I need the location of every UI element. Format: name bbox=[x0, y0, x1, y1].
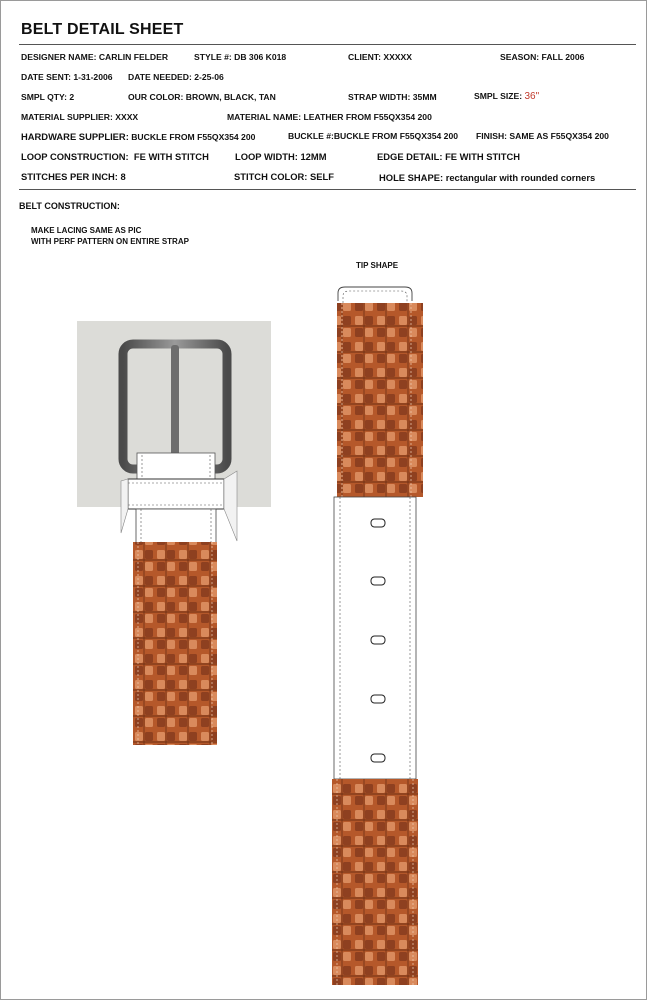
tip-shape-outline bbox=[338, 287, 412, 301]
stitches-per-inch-field: STITCHES PER INCH: 8 bbox=[21, 171, 126, 182]
sheet-title: BELT DETAIL SHEET bbox=[21, 21, 184, 38]
leather-woven-panel-left bbox=[133, 542, 217, 745]
date-sent-field: DATE SENT: 1-31-2006 bbox=[21, 72, 113, 82]
our-color-field: OUR COLOR: BROWN, BLACK, TAN bbox=[128, 92, 276, 102]
client-field: CLIENT: XXXXX bbox=[348, 52, 413, 62]
loop-construction-field: LOOP CONSTRUCTION: FE WITH STITCH bbox=[21, 151, 209, 162]
belt-hole-4 bbox=[371, 695, 385, 703]
belt-construction-title: BELT CONSTRUCTION: bbox=[19, 201, 120, 211]
hardware-supplier-field: HARDWARE SUPPLIER: BUCKLE FROM F55QX354 200 bbox=[21, 131, 256, 142]
keeper-loop bbox=[128, 479, 224, 509]
season-field: SEASON: FALL 2006 bbox=[500, 52, 585, 62]
material-supplier-field: MATERIAL SUPPLIER: XXXX bbox=[21, 112, 139, 122]
buckle-end-strap bbox=[133, 509, 217, 745]
construction-note-1: MAKE LACING SAME AS PIC bbox=[31, 226, 142, 235]
style-field: STYLE #: DB 306 K018 bbox=[194, 52, 287, 62]
construction-note-2: WITH PERF PATTERN ON ENTIRE STRAP bbox=[31, 237, 189, 246]
designer-field: DESIGNER NAME: CARLIN FELDER bbox=[21, 52, 169, 62]
smpl-qty-field: SMPL QTY: 2 bbox=[21, 92, 75, 102]
finish-field: FINISH: SAME AS F55QX354 200 bbox=[476, 131, 609, 141]
smpl-size-field: SMPL SIZE: 36" bbox=[474, 91, 540, 102]
tip-end-strap bbox=[332, 287, 423, 985]
stitch-color-field: STITCH COLOR: SELF bbox=[234, 171, 335, 182]
material-name-field: MATERIAL NAME: LEATHER FROM F55QX354 200 bbox=[227, 112, 432, 122]
tip-shape-label: TIP SHAPE bbox=[356, 261, 399, 270]
strap-width-field: STRAP WIDTH: 35MM bbox=[348, 92, 437, 102]
belt-hole-3 bbox=[371, 636, 385, 644]
edge-detail-field: EDGE DETAIL: FE WITH STITCH bbox=[377, 151, 521, 162]
hole-shape-field: HOLE SHAPE: rectangular with rounded corners bbox=[379, 172, 596, 183]
buckle-field: BUCKLE #:BUCKLE FROM F55QX354 200 bbox=[288, 131, 459, 141]
belt-hole-2 bbox=[371, 577, 385, 585]
belt-hole-1 bbox=[371, 519, 385, 527]
date-needed-field: DATE NEEDED: 2-25-06 bbox=[128, 72, 224, 82]
belt-illustration bbox=[1, 1, 647, 1001]
leather-woven-panel-tip bbox=[337, 303, 423, 497]
buckle-photo bbox=[77, 321, 271, 541]
leather-woven-panel-lower bbox=[332, 779, 418, 985]
buckle-prong bbox=[171, 345, 179, 461]
belt-hole-5 bbox=[371, 754, 385, 762]
loop-width-field: LOOP WIDTH: 12MM bbox=[235, 151, 327, 162]
